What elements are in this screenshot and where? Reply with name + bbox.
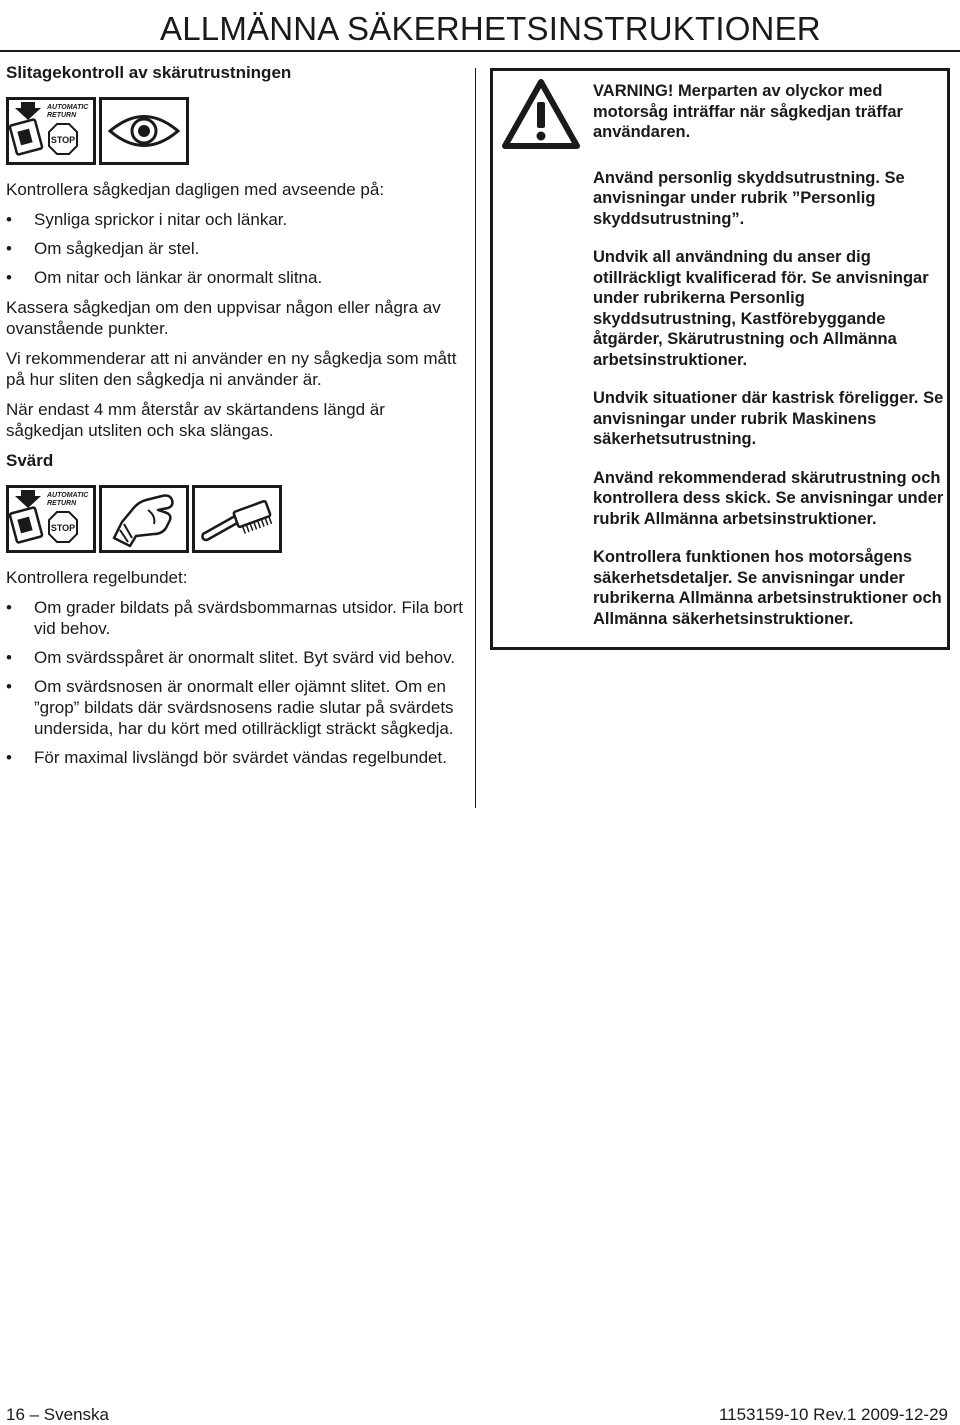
- list-item: • För maximal livslängd bör svärdet vändas regelbundet.: [6, 747, 464, 768]
- automatic-label: AUTOMATIC: [47, 492, 89, 499]
- paragraph-discard: Kassera sågkedjan om den uppvisar någon eller några av ovanstående punkter.: [6, 298, 441, 338]
- paragraph-wear-limit: När endast 4 mm återstår av skärtandens längd är sågkedjan utsliten och ska slängas.: [6, 400, 385, 440]
- list-item: • Om grader bildats på svärdsbommarnas utsidor. Fila bort vid behov.: [6, 597, 464, 639]
- icon-row-chain: [6, 97, 464, 165]
- chain-brake-stop-icon: [6, 485, 96, 553]
- warning-paragraph: Använd personlig skyddsutrustning. Se anvisningar under rubrik ”Personlig skyddsutrustning”.: [593, 168, 905, 228]
- chain-check-list: [6, 209, 464, 288]
- warning-paragraph: Undvik all användning du anser dig otillräckligt kvalificerad för. Se anvisningar under rubrikerna Personlig skyddsutrustning, Kastförebyggande åtgärder, Skärutrustning och Allmänna arbetsinstruktioner.: [593, 248, 929, 369]
- section-heading-chain-wear: Slitagekontroll av skärutrustningen: [6, 63, 292, 82]
- list-item: • Synliga sprickor i nitar och länkar.: [6, 209, 464, 230]
- list-item: • Om svärdsnosen är onormalt eller ojämnt slitet. Om en ”grop” bildats där svärdsnosens radie slutar på svärdets undersida, har du kört med otillräckligt sträckt sågkedja.: [6, 676, 464, 739]
- list-item: • Om nitar och länkar är onormalt slitna.: [6, 267, 464, 288]
- brush-icon: [192, 485, 282, 553]
- intro-text: Kontrollera sågkedjan dagligen med avseende på:: [6, 180, 385, 199]
- column-divider: [475, 68, 476, 808]
- glove-icon: [99, 485, 189, 553]
- stop-label: STOP: [50, 523, 76, 533]
- chain-brake-stop-icon: [6, 97, 96, 165]
- warning-triangle-icon: [501, 76, 581, 156]
- return-label: RETURN: [47, 500, 77, 507]
- icon-row-bar: [6, 485, 464, 553]
- document-revision: 1153159-10 Rev.1 2009-12-29: [718, 1405, 948, 1424]
- automatic-label: AUTOMATIC: [47, 104, 89, 111]
- page-number: 16 – Svenska: [6, 1405, 110, 1424]
- stop-label: STOP: [50, 135, 76, 145]
- page-title: ALLMÄNNA SÄKERHETSINSTRUKTIONER: [160, 10, 821, 47]
- warning-text: [593, 81, 945, 647]
- warning-paragraph: VARNING! Merparten av olyckor med motorsåg inträffar när sågkedjan träffar användaren.: [593, 82, 903, 141]
- warning-paragraph: Kontrollera funktionen hos motorsågens säkerhetsdetaljer. Se anvisningar under rubrikerna Allmänna arbetsinstruktioner och Allmänna säkerhetsinstruktioner.: [593, 548, 942, 628]
- section-heading-bar: Svärd: [6, 451, 54, 470]
- bar-check-list: [6, 597, 464, 768]
- title-rule: [0, 50, 960, 52]
- eye-inspect-icon: [99, 97, 189, 165]
- warning-paragraph: Använd rekommenderad skärutrustning och kontrollera dess skick. Se anvisningar under rubrik Allmänna arbetsinstruktioner.: [593, 468, 944, 528]
- list-item: • Om svärdsspåret är onormalt slitet. Byt svärd vid behov.: [6, 647, 464, 668]
- intro-text-bar: Kontrollera regelbundet:: [6, 568, 188, 587]
- warning-paragraph: Undvik situationer där kastrisk föreligger. Se anvisningar under rubrik Maskinens säkerhetsutrustning.: [593, 389, 944, 448]
- paragraph-recommend: Vi rekommenderar att ni använder en ny sågkedja som mått på hur sliten den sågkedja ni använder är.: [6, 349, 457, 389]
- warning-box: [490, 68, 950, 650]
- return-label: RETURN: [47, 112, 77, 119]
- list-item: • Om sågkedjan är stel.: [6, 238, 464, 259]
- left-column: [6, 62, 464, 777]
